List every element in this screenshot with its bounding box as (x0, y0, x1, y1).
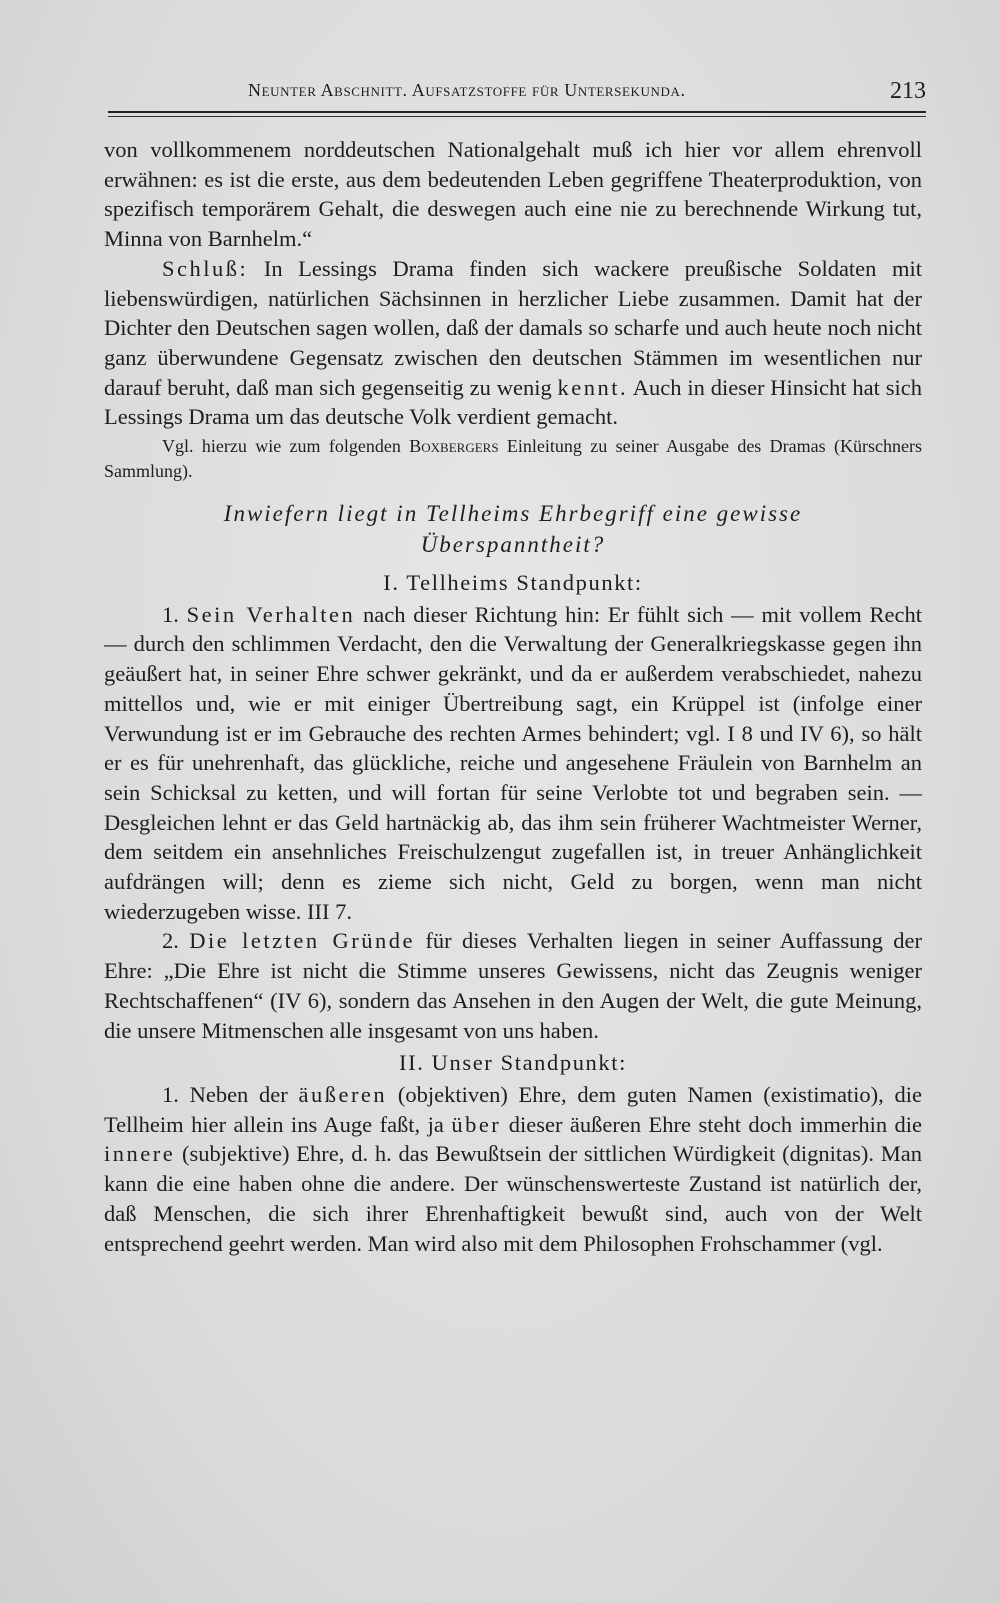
point2-number: 2. (162, 928, 190, 954)
paragraph-conclusion (104, 254, 922, 432)
section2-point1 (104, 1080, 922, 1258)
page-header (108, 74, 926, 114)
header-rule-thick (108, 111, 926, 113)
header-rule-thin (108, 116, 926, 117)
conclusion-label: Schluß: (162, 255, 249, 281)
point1-label: Sein Verhalten (186, 601, 356, 627)
s2-emphasis-inner: innere (104, 1141, 176, 1167)
note-author: Boxbergers (409, 436, 499, 457)
section-heading-1: I. Tellheims Standpunkt: (383, 570, 643, 596)
point2-text: für dieses Verhalten liegen in seiner Auffassung der Ehre: „Die Ehre ist nicht die Stimme unseres Gewissens, nicht das Zeugnis weniger Rechtschaffenen“ (IV 6), sondern das Ansehen in den Augen der Welt, die gute Meinung, die unsere Mitmenschen alle insgesamt von uns haben. (104, 928, 923, 1043)
section1-point1 (104, 600, 922, 927)
footnote-reference (104, 434, 922, 484)
section-heading-2: II. Unser Standpunkt: (399, 1050, 627, 1076)
s2-emphasis-over: über (451, 1111, 502, 1137)
point1-text: nach dieser Richtung hin: Er fühlt sich — mit vollem Recht — durch den schlimmen Verdacht, den die Verwaltung der Generalkriegskasse gegen ihn geäußert hat, in seiner Ehre schwer gekränkt, und da er außerdem verabschiedet, nahezu mittellos und, wie er mit einiger Übertreibung sagt, ein Krüppel ist (infolge einer Verwundung ist er im Gebrauche des rechten Armes behindert; vgl. I 8 und IV 6), so hält er es für unehrenhaft, das glückliche, reiche und angesehene Fräulein von Barnhelm an sein Schicksal zu ketten, und will fortan für seine Verlobte tot und begraben sein. — Desgleichen lehnt er das Geld hartnäckig ab, das ihm sein früherer Wachtmeister Werner, dem seitdem ein ansehnliches Freischulzengut zugefallen ist, in treuer Anhänglichkeit aufdrängen will; denn es zieme sich nicht, Geld zu borgen, wenn man nicht wiederzugeben wisse. III 7. (104, 601, 922, 924)
point2-label: Die letzten Gründe (189, 928, 415, 954)
s2-text-d: (subjektive) Ehre, d. h. das Bewußtsein der sittlichen Würdigkeit (dignitas). Man kann die eine haben ohne die andere. Der wünschenswerteste Zustand ist natürlich der, daß Menschen, die sich ihrer Ehrenhaftigkeit bewußt sind, auch von der Welt entsprechend geehrt werden. Man wird also mit dem Philosophen Frohschammer (vgl. (104, 1141, 922, 1256)
s2-text-a: 1. Neben der (162, 1081, 299, 1107)
s2-emphasis-outer: äußeren (298, 1081, 388, 1107)
page-body (104, 135, 922, 1258)
conclusion-text-a: In Lessings Drama finden sich wackere preußische Soldaten mit liebenswürdigen, natürlichen Sächsinnen in herzlicher Liebe zusammen. Damit hat der Dichter den Deutschen sagen wollen, daß der damals so scharfe und auch heute noch nicht ganz überwundene Gegensatz zwischen den deutschen Stämmen im wesentlichen nur darauf beruht, daß man sich gegenseitig zu wenig (104, 255, 922, 400)
conclusion-text-b: Auch in dieser Hinsicht hat sich Lessings Drama um das deutsche Volk verdient gemacht. (104, 374, 922, 430)
point1-number: 1. (162, 601, 187, 627)
paragraph-quote-end: von vollkommenem norddeutschen Nationalgehalt muß ich hier vor allem ehrenvoll erwähnen: es ist die erste, aus dem bedeutenden Leben gegriffene Theaterproduktion, von spezifisch temporärem Gehalt, die deswegen auch eine nie zu berechnende Wirkung tut, Minna von Barnhelm.“ (104, 137, 922, 252)
page-number: 213 (890, 78, 926, 104)
s2-text-b: (objektiven) Ehre, dem guten Namen (existimatio), die Tellheim hier allein ins Auge faßt, ja (104, 1081, 923, 1137)
conclusion-emphasis: kennt. (557, 374, 629, 400)
essay-question: Inwiefern liegt in Tellheims Ehrbegriff eine gewisse Überspanntheit? (223, 501, 803, 558)
note-text-b: Einleitung zu seiner Ausgabe des Dramas (Kürschners Sammlung). (104, 436, 922, 482)
s2-text-c: dieser äußeren Ehre steht doch immerhin die (501, 1111, 923, 1137)
section1-point2 (104, 926, 922, 1045)
note-text-a: Vgl. hierzu wie zum folgenden (162, 436, 410, 457)
running-head: Neunter Abschnitt. Aufsatzstoffe für Untersekunda. (248, 80, 686, 100)
